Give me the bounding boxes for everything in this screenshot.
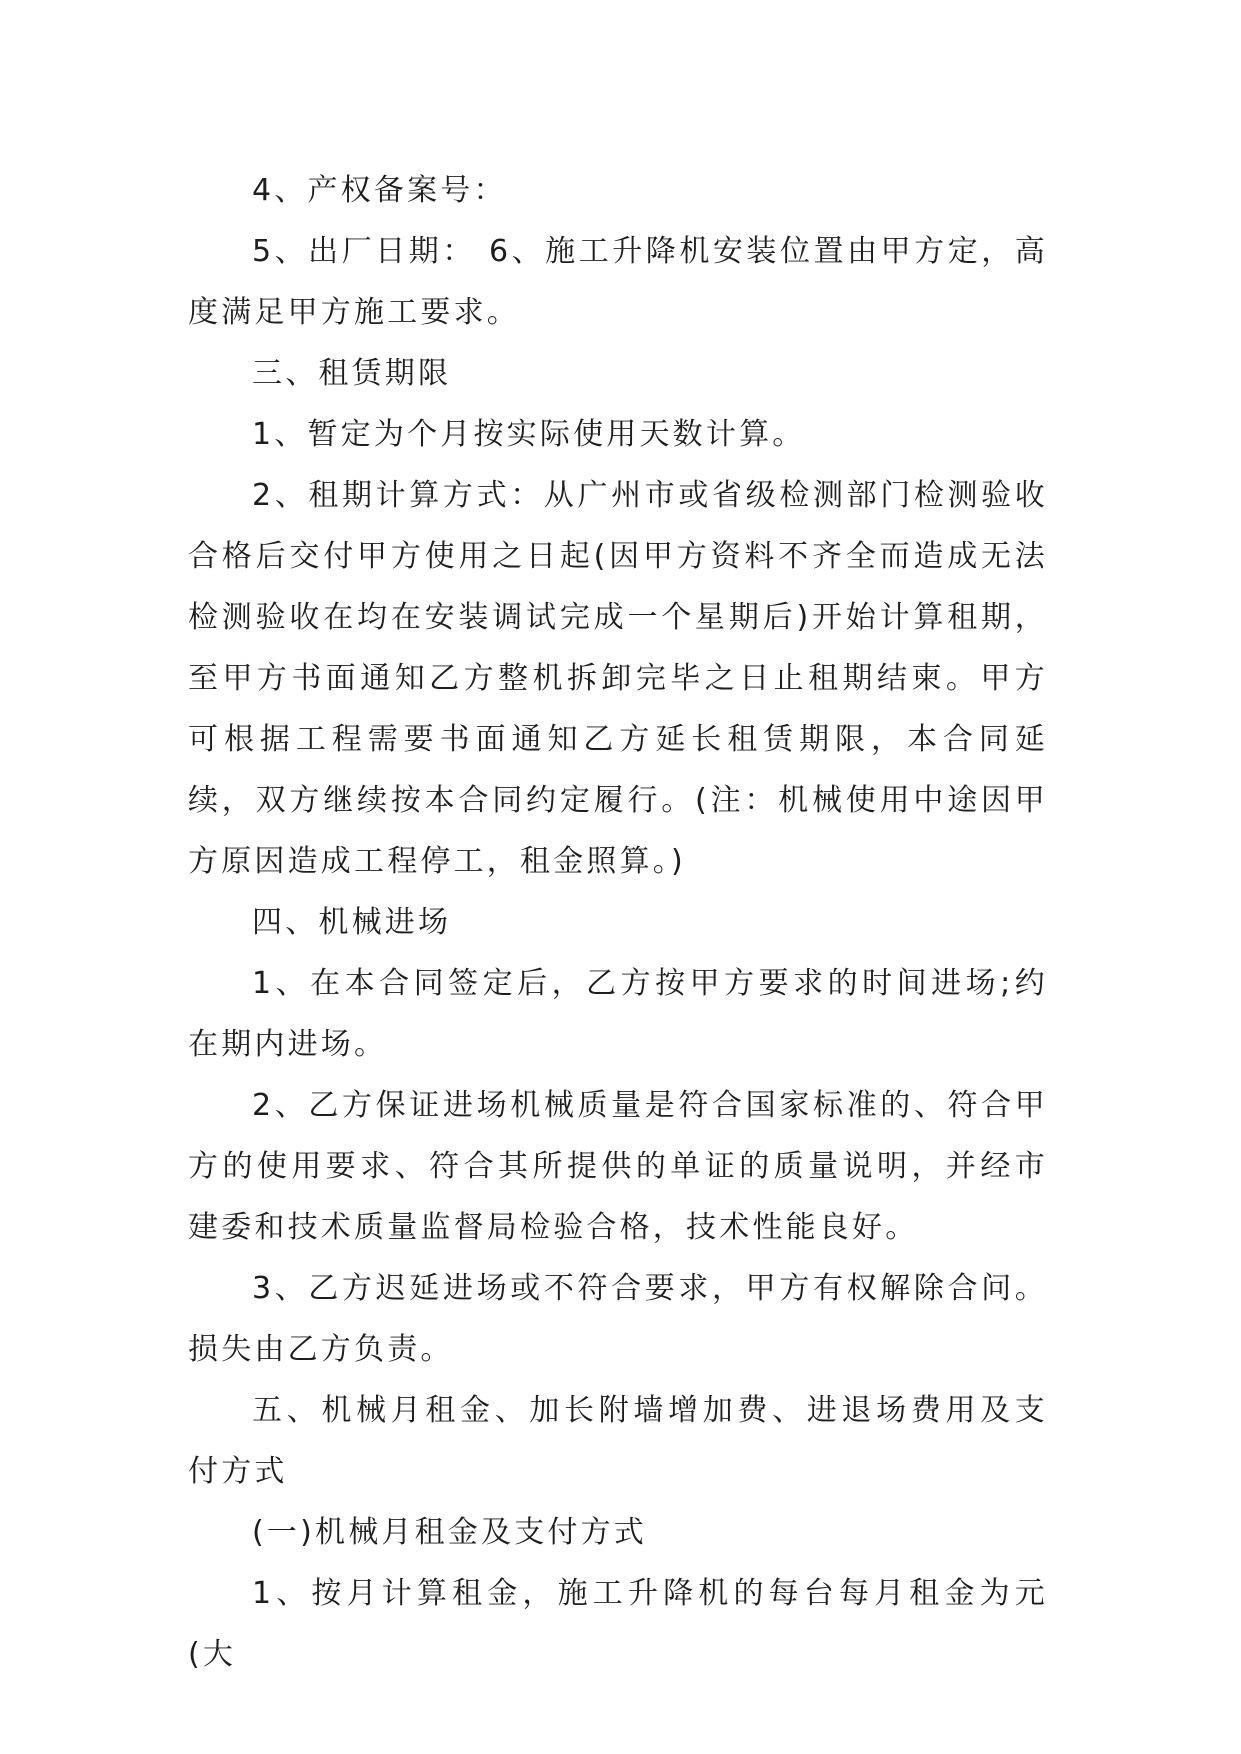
section-heading-rent-and-fees: 五、机械月租金、加长附墙增加费、进退场费用及支付方式 [188, 1393, 1048, 1489]
document-body [188, 160, 1048, 1685]
paragraph-property-record-number: 4、产权备案号： [252, 173, 507, 208]
paragraph-term-tentative: 1、暂定为个月按实际使用天数计算。 [252, 417, 806, 452]
paragraph-term-calculation: 2、租期计算方式：从广州市或省级检测部门检测验收合格后交付甲方使用之日起(因甲方资料不齐全而造成无法检测验收在均在安装调试完成一个星期后)开始计算租期，至甲方书面通知乙方整机拆卸完毕之日止租期结柬。甲方可根据工程需要书面通知乙方延长租赁期限，本合同延续，双方继续按本合同约定履行。(注：机械使用中途因甲方原因造成工程停工，租金照算。) [188, 478, 1048, 879]
paragraph-entry-timing: 1、在本合同签定后，乙方按甲方要求的时间进场;约在期内进场。 [188, 966, 1048, 1062]
paragraph-quality-guarantee: 2、乙方保证进场机械质量是符合国家标准的、符合甲方的使用要求、符合其所提供的单证的质量说明，并经市建委和技术质量监督局检验合格，技术性能良好。 [188, 1088, 1048, 1245]
section-heading-machine-entry: 四、机械进场 [252, 905, 452, 940]
section-heading-lease-term: 三、租赁期限 [252, 356, 452, 391]
subsection-heading-monthly-rent: (一)机械月租金及支付方式 [252, 1515, 648, 1550]
paragraph-monthly-rent-calculation: 1、按月计算租金，施工升降机的每台每月租金为元(大 [188, 1576, 1048, 1672]
paragraph-delay-liability: 3、乙方迟延进场或不符合要求，甲方有权解除合问。损失由乙方负责。 [188, 1271, 1048, 1367]
paragraph-manufacture-date: 5、出厂日期： 6、施工升降机安装位置由甲方定，高度满足甲方施工要求。 [188, 234, 1048, 330]
